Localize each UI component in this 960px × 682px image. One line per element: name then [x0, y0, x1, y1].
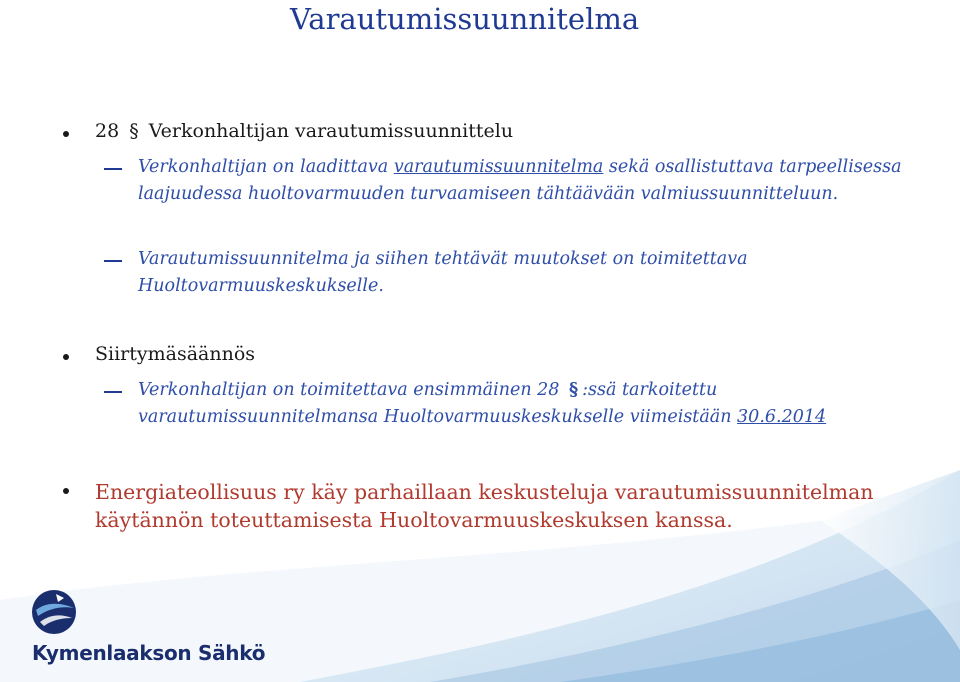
- dash-marker: [104, 260, 122, 262]
- sub-item-text: :ssä tarkoitettu varautumissuunnitelmansa Huoltovarmuuskeskukselle viimeistään: [138, 380, 738, 427]
- bullet-dot: [63, 354, 69, 360]
- underlined-term: varautumissuunnitelma: [393, 157, 604, 177]
- sub-item-siirtymasaannos: [138, 377, 928, 431]
- sub-item-text: Verkonhaltijan on laadittava: [138, 157, 394, 177]
- heading-text: Verkonhaltijan varautumissuunnittelu: [148, 120, 514, 142]
- dash-marker: [104, 168, 122, 170]
- slide-title: Varautumissuunnitelma: [290, 2, 640, 36]
- section-symbol: §: [569, 380, 579, 400]
- sub-item-text: Verkonhaltijan on toimitettava ensimmäinen 28: [138, 380, 565, 400]
- bullet-dot: [63, 131, 69, 137]
- sub-item-toimitettava: [138, 246, 938, 300]
- section-heading-siirtymasaannos: Siirtymäsäännös: [95, 343, 256, 365]
- section-heading-verkonhaltijan: [95, 120, 513, 142]
- company-logo-icon: [30, 588, 78, 636]
- energiateollisuus-note: Energiateollisuus ry käy parhaillaan keskusteluja varautumissuunnitelman käytännön toteuttamisesta Huoltovarmuuskeskuksen kanssa.: [95, 480, 874, 532]
- dash-marker: [104, 391, 122, 393]
- sub-item-laadittava: [138, 154, 938, 208]
- bullet-dot: [63, 488, 69, 494]
- deadline-date: 30.6.2014: [737, 407, 827, 427]
- heading-number: 28: [95, 120, 120, 142]
- sub-item-text: Varautumissuunnitelma ja siihen tehtävät muutokset on toimitettava Huoltovarmuuskeskukselle.: [138, 249, 748, 296]
- sub-item-text: sekä osallistuttava tarpeellisessa laajuudessa huoltovarmuuden turvaamiseen tähtäävään valmiussuunnitteluun.: [138, 157, 902, 204]
- company-name: Kymenlaakson Sähkö: [32, 641, 266, 665]
- section-symbol: §: [129, 120, 139, 142]
